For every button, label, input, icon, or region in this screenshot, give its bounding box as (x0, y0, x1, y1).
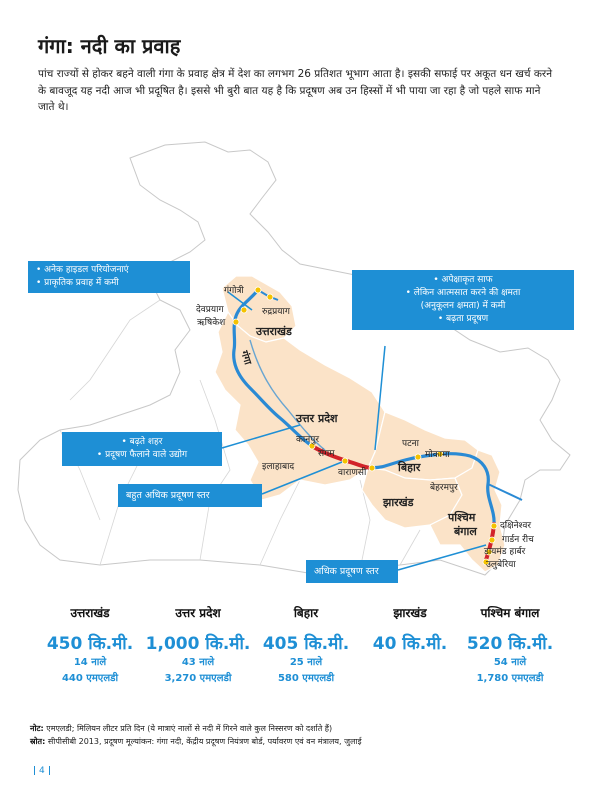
stats-length: 450 कि.मी. (46, 634, 134, 654)
label-patna: पटना (402, 439, 419, 449)
footnotes (30, 722, 362, 748)
town-dot-rishikesh (233, 319, 239, 325)
stats-column-uttar-pradesh (143, 604, 253, 684)
callout-upper-line: • प्राकृतिक प्रवाह में कमी (36, 278, 119, 288)
stats-length: 405 कि.मी. (262, 634, 350, 654)
stats-state-name: पश्चिम बंगाल (480, 606, 540, 620)
label-dakshineswar: दक्षिनेश्वर (500, 521, 532, 531)
river-label: गंगा (238, 349, 253, 367)
stats-mld: 3,270 एमएलडी (164, 673, 232, 684)
state-label-west-bengal-1: पश्चिम (448, 511, 476, 524)
state-stats (30, 604, 570, 689)
label-rudraprayag: रुद्रप्रयाग (262, 307, 290, 317)
callout-up-mid (62, 432, 222, 466)
town-dot-garden-reach (489, 537, 495, 543)
page-title: गंगा: नदी का प्रवाह (38, 34, 181, 58)
label-rishikesh: ऋषिकेश (197, 318, 226, 328)
town-dot-allahabad (342, 458, 348, 464)
state-label-bihar: बिहार (398, 461, 421, 474)
callout-upper (28, 261, 190, 293)
callout-high: अधिक प्रदूषण स्तर (306, 560, 398, 583)
label-mokama: मोकामा (425, 450, 450, 460)
page-number-text: 4 (39, 766, 45, 776)
stats-column-bihar (251, 604, 361, 684)
page-number-bar (49, 766, 50, 775)
source-label: स्रोत: (30, 737, 46, 746)
stats-state-name: उत्तराखंड (70, 606, 110, 620)
note-line (30, 722, 362, 735)
callout-bihar-line: • बढ़ता प्रदूषण (437, 314, 489, 324)
state-label-west-bengal-2: बंगाल (454, 525, 477, 538)
stats-drains: 25 नाले (289, 657, 323, 668)
callout-bihar (352, 270, 574, 330)
callout-bihar-line: (अनुकूलन क्षमता) में कमी (420, 301, 506, 311)
town-dot-rudraprayag (267, 294, 273, 300)
callout-upper-line: • अनेक हाइडल परियोजनाएं (36, 265, 129, 275)
state-label-jharkhand: झारखंड (383, 496, 414, 509)
stats-drains: 54 नाले (493, 657, 527, 668)
stats-length: 520 कि.मी. (466, 634, 554, 654)
label-devprayag: देवप्रयाग (196, 305, 224, 315)
callout-bihar-line: • लेकिन आत्मसात करने की क्षमता (405, 288, 521, 298)
stats-column-jharkhand (355, 604, 465, 656)
label-varanasi: वाराणसी (338, 468, 367, 478)
stats-column-west-bengal (455, 604, 565, 684)
callout-up-mid-line: • प्रदूषण फैलाने वाले उद्योग (96, 450, 188, 460)
label-diamond-harbour: डायमंड हार्बर (484, 547, 526, 557)
stats-length: 1,000 कि.मी. (145, 634, 251, 654)
stats-state-name: उत्तर प्रदेश (175, 606, 221, 620)
note-text: एमएलडी; मिलियन लीटर प्रति दिन (ये मात्राएं नालों से नदी में गिरने वाले कुल निस्सरण को दर्शाते हैं) (43, 724, 333, 733)
stats-state-name: झारखंड (393, 606, 427, 620)
callout-up-mid-line: • बढ़ते शहर (121, 437, 163, 447)
town-dot-gangotri (255, 287, 261, 293)
label-gangotri: गंगोत्री (224, 286, 244, 296)
label-sangam: संगम (318, 449, 335, 459)
page-number (30, 766, 54, 776)
town-dot-varanasi (369, 465, 375, 471)
callout-bihar-line: • अपेक्षाकृत साफ (433, 275, 493, 285)
stats-column-uttarakhand (35, 604, 145, 684)
town-dot-dakshineswar (491, 523, 497, 529)
intro-paragraph: पांच राज्यों से होकर बहने वाली गंगा के प्रवाह क्षेत्र में देश का लगभग 26 प्रतिशत भूभाग आता है। इसकी सफाई पर अकूत धन खर्च करने के बावजूद यह नदी आज भी प्रदूषित है। इससे भी बुरी बात यह है कि प्रदूषण अब उन हिस्सों में भी पाया जा रहा है जो पहले साफ माने जाते थे। (38, 68, 553, 113)
stats-length: 40 कि.मी. (372, 634, 448, 654)
source-line (30, 735, 362, 748)
state-label-uttar-pradesh: उत्तर प्रदेश (296, 412, 338, 425)
state-label-uttarakhand: उत्तराखंड (256, 325, 292, 338)
callout-very-high: बहुत अधिक प्रदूषण स्तर (118, 484, 262, 507)
source-text: सीपीसीबी 2013, प्रदूषण मूल्यांकन: गंगा नदी, केंद्रीय प्रदूषण नियंत्रण बोर्ड, पर्यावरण एवं वन मंत्रालय, जुलाई (45, 737, 362, 746)
note-label: नोट: (30, 724, 44, 733)
stats-mld: 580 एमएलडी (277, 673, 335, 684)
town-dot-devprayag (241, 307, 247, 313)
stats-drains: 43 नाले (181, 657, 215, 668)
stats-drains: 14 नाले (73, 657, 107, 668)
label-uluberia: उलुबेरिया (486, 560, 516, 570)
page-number-bar (34, 766, 35, 775)
stats-mld: 440 एमएलडी (61, 673, 119, 684)
label-baharampur: बेहरमपुर (430, 483, 458, 493)
stats-state-name: बिहार (293, 606, 319, 620)
label-garden-reach: गार्डन रीच (502, 535, 534, 545)
label-kanpur: कानपुर (296, 435, 320, 445)
label-allahabad: इलाहाबाद (262, 462, 295, 472)
stats-mld: 1,780 एमएलडी (476, 673, 544, 684)
